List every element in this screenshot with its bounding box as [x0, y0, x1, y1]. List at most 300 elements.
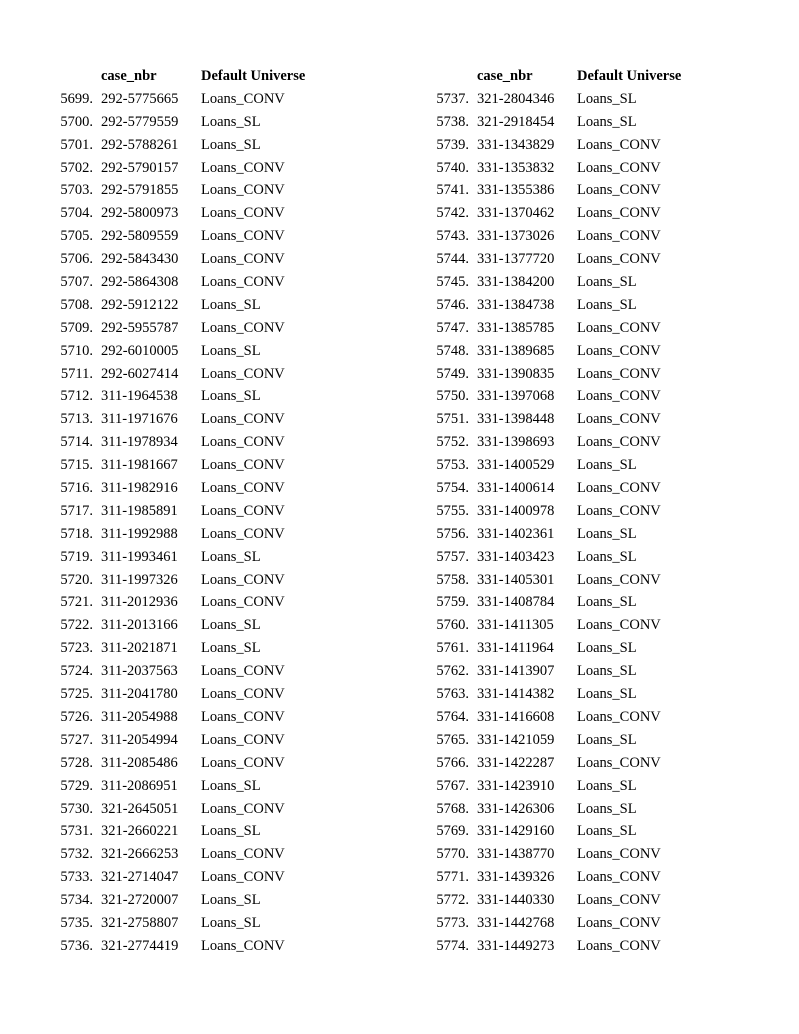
row-number: 5716.: [60, 480, 93, 497]
row-number: 5715.: [60, 457, 93, 474]
table-row: [376, 431, 776, 454]
table-row: [376, 820, 776, 843]
row-number: 5736.: [60, 937, 93, 954]
case-nbr-cell: 331-1400529: [477, 457, 555, 474]
table-row: [0, 408, 400, 431]
row-number: 5758.: [436, 571, 469, 588]
universe-cell: Loans_CONV: [201, 319, 285, 336]
universe-cell: Loans_CONV: [577, 914, 661, 931]
row-number: 5714.: [60, 434, 93, 451]
table-row: [0, 591, 400, 614]
universe-cell: Loans_CONV: [201, 502, 285, 519]
row-number: 5733.: [60, 869, 93, 886]
row-number: 5751.: [436, 411, 469, 428]
universe-cell: Loans_CONV: [577, 365, 661, 382]
table-row: [0, 454, 400, 477]
row-number: 5763.: [436, 686, 469, 703]
table-row: [376, 729, 776, 752]
row-number: 5771.: [436, 869, 469, 886]
row-number: 5764.: [436, 708, 469, 725]
case-nbr-cell: 331-1411305: [477, 617, 554, 634]
table-column-right: [376, 65, 776, 958]
table-row: [376, 88, 776, 111]
case-nbr-cell: 292-5791855: [101, 182, 179, 199]
row-number: 5721.: [60, 594, 93, 611]
universe-cell: Loans_CONV: [577, 251, 661, 268]
universe-cell: Loans_CONV: [201, 274, 285, 291]
universe-cell: Loans_SL: [201, 548, 261, 565]
universe-cell: Loans_CONV: [201, 434, 285, 451]
universe-cell: Loans_SL: [577, 274, 637, 291]
table-row: [0, 431, 400, 454]
table-row: [376, 523, 776, 546]
universe-cell: Loans_CONV: [201, 365, 285, 382]
case-nbr-cell: 331-1403423: [477, 548, 555, 565]
case-nbr-cell: 331-1353832: [477, 159, 555, 176]
case-nbr-cell: 311-1982916: [101, 480, 178, 497]
case-nbr-cell: 292-5864308: [101, 274, 179, 291]
case-nbr-cell: 292-5843430: [101, 251, 179, 268]
universe-cell: Loans_CONV: [201, 182, 285, 199]
case-nbr-cell: 321-2758807: [101, 914, 179, 931]
universe-cell: Loans_SL: [201, 823, 261, 840]
table-row: [0, 820, 400, 843]
case-nbr-cell: 331-1343829: [477, 136, 555, 153]
case-nbr-cell: 292-6010005: [101, 342, 179, 359]
universe-cell: Loans_CONV: [201, 525, 285, 542]
case-nbr-cell: 292-5955787: [101, 319, 179, 336]
universe-cell: Loans_CONV: [201, 251, 285, 268]
case-nbr-cell: 321-2645051: [101, 800, 179, 817]
table-row: [376, 889, 776, 912]
case-nbr-cell: 331-1438770: [477, 846, 555, 863]
universe-cell: Loans_SL: [201, 640, 261, 657]
case-nbr-cell: 331-1408784: [477, 594, 555, 611]
table-row: [376, 660, 776, 683]
row-number: 5713.: [60, 411, 93, 428]
case-nbr-cell: 331-1421059: [477, 731, 555, 748]
case-nbr-cell: 292-5788261: [101, 136, 179, 153]
table-row: [376, 248, 776, 271]
universe-cell: Loans_CONV: [201, 731, 285, 748]
universe-cell: Loans_CONV: [577, 205, 661, 222]
case-nbr-cell: 292-6027414: [101, 365, 179, 382]
case-nbr-cell: 331-1400614: [477, 480, 555, 497]
header-case-nbr: case_nbr: [101, 68, 157, 84]
table-row: [0, 729, 400, 752]
case-nbr-cell: 292-5912122: [101, 296, 179, 313]
table-row: [0, 111, 400, 134]
universe-cell: Loans_SL: [577, 686, 637, 703]
row-number: 5767.: [436, 777, 469, 794]
case-nbr-cell: 331-1398693: [477, 434, 555, 451]
row-number: 5738.: [436, 113, 469, 130]
row-number: 5750.: [436, 388, 469, 405]
universe-cell: Loans_SL: [201, 914, 261, 931]
row-number: 5734.: [60, 892, 93, 909]
universe-cell: Loans_SL: [577, 640, 637, 657]
table-row: [0, 500, 400, 523]
table-row: [376, 752, 776, 775]
table-row: [376, 569, 776, 592]
row-number: 5708.: [60, 296, 93, 313]
case-nbr-cell: 311-1997326: [101, 571, 178, 588]
table-row: [376, 317, 776, 340]
case-nbr-cell: 311-1978934: [101, 434, 178, 451]
row-number: 5762.: [436, 663, 469, 680]
row-number: 5761.: [436, 640, 469, 657]
universe-cell: Loans_SL: [577, 823, 637, 840]
row-number: 5774.: [436, 937, 469, 954]
case-nbr-cell: 292-5809559: [101, 228, 179, 245]
table-row: [0, 88, 400, 111]
table-row: [376, 111, 776, 134]
row-number: 5724.: [60, 663, 93, 680]
row-number: 5748.: [436, 342, 469, 359]
row-number: 5702.: [60, 159, 93, 176]
table-row: [0, 363, 400, 386]
row-number: 5731.: [60, 823, 93, 840]
universe-cell: Loans_SL: [201, 342, 261, 359]
table-row: [376, 546, 776, 569]
universe-cell: Loans_SL: [577, 90, 637, 107]
table-row: [0, 477, 400, 500]
row-number: 5705.: [60, 228, 93, 245]
row-number: 5745.: [436, 274, 469, 291]
table-header-row: [0, 65, 400, 88]
universe-cell: Loans_SL: [577, 296, 637, 313]
row-number: 5709.: [60, 319, 93, 336]
universe-cell: Loans_CONV: [577, 480, 661, 497]
row-number: 5723.: [60, 640, 93, 657]
case-nbr-cell: 321-2720007: [101, 892, 179, 909]
case-nbr-cell: 331-1426306: [477, 800, 555, 817]
table-rows-left: [0, 88, 400, 958]
case-nbr-cell: 331-1405301: [477, 571, 555, 588]
row-number: 5756.: [436, 525, 469, 542]
universe-cell: Loans_CONV: [577, 319, 661, 336]
table-row: [0, 317, 400, 340]
table-row: [376, 912, 776, 935]
row-number: 5759.: [436, 594, 469, 611]
row-number: 5766.: [436, 754, 469, 771]
table-row: [376, 202, 776, 225]
universe-cell: Loans_CONV: [577, 411, 661, 428]
table-row: [376, 157, 776, 180]
case-nbr-cell: 331-1402361: [477, 525, 555, 542]
case-nbr-cell: 292-5800973: [101, 205, 179, 222]
case-nbr-cell: 311-2041780: [101, 686, 178, 703]
row-number: 5743.: [436, 228, 469, 245]
table-row: [0, 340, 400, 363]
case-nbr-cell: 311-2054988: [101, 708, 178, 725]
row-number: 5741.: [436, 182, 469, 199]
universe-cell: Loans_CONV: [201, 480, 285, 497]
universe-cell: Loans_SL: [201, 777, 261, 794]
table-row: [376, 134, 776, 157]
row-number: 5749.: [436, 365, 469, 382]
row-number: 5746.: [436, 296, 469, 313]
row-number: 5760.: [436, 617, 469, 634]
universe-cell: Loans_CONV: [201, 90, 285, 107]
table-row: [0, 706, 400, 729]
table-row: [0, 546, 400, 569]
table-row: [0, 889, 400, 912]
case-nbr-cell: 331-1389685: [477, 342, 555, 359]
case-nbr-cell: 331-1397068: [477, 388, 555, 405]
row-number: 5740.: [436, 159, 469, 176]
case-nbr-cell: 331-1398448: [477, 411, 555, 428]
universe-cell: Loans_CONV: [201, 708, 285, 725]
universe-cell: Loans_CONV: [577, 228, 661, 245]
table-row: [0, 294, 400, 317]
row-number: 5755.: [436, 502, 469, 519]
row-number: 5735.: [60, 914, 93, 931]
universe-cell: Loans_SL: [577, 777, 637, 794]
case-nbr-cell: 331-1440330: [477, 892, 555, 909]
table-row: [376, 775, 776, 798]
universe-cell: Loans_CONV: [201, 411, 285, 428]
universe-cell: Loans_CONV: [201, 228, 285, 245]
case-nbr-cell: 331-1423910: [477, 777, 555, 794]
row-number: 5712.: [60, 388, 93, 405]
row-number: 5742.: [436, 205, 469, 222]
table-row: [376, 363, 776, 386]
universe-cell: Loans_CONV: [577, 159, 661, 176]
row-number: 5772.: [436, 892, 469, 909]
table-row: [376, 179, 776, 202]
universe-cell: Loans_SL: [201, 388, 261, 405]
universe-cell: Loans_SL: [577, 525, 637, 542]
case-nbr-cell: 311-1985891: [101, 502, 178, 519]
universe-cell: Loans_CONV: [201, 754, 285, 771]
row-number: 5754.: [436, 480, 469, 497]
row-number: 5769.: [436, 823, 469, 840]
case-nbr-cell: 311-2037563: [101, 663, 178, 680]
table-row: [376, 225, 776, 248]
case-nbr-cell: 331-1373026: [477, 228, 555, 245]
case-nbr-cell: 321-2666253: [101, 846, 179, 863]
table-row: [0, 179, 400, 202]
case-nbr-cell: 311-1992988: [101, 525, 178, 542]
case-nbr-cell: 311-2086951: [101, 777, 178, 794]
table-row: [0, 271, 400, 294]
case-nbr-cell: 331-1416608: [477, 708, 555, 725]
universe-cell: Loans_CONV: [577, 388, 661, 405]
table-row: [376, 408, 776, 431]
case-nbr-cell: 331-1384738: [477, 296, 555, 313]
case-nbr-cell: 331-1384200: [477, 274, 555, 291]
table-row: [376, 798, 776, 821]
row-number: 5747.: [436, 319, 469, 336]
header-case-nbr: case_nbr: [477, 68, 533, 84]
universe-cell: Loans_CONV: [201, 686, 285, 703]
case-nbr-cell: 331-1422287: [477, 754, 555, 771]
table-row: [376, 454, 776, 477]
case-nbr-cell: 331-1414382: [477, 686, 555, 703]
row-number: 5707.: [60, 274, 93, 291]
universe-cell: Loans_CONV: [577, 617, 661, 634]
row-number: 5737.: [436, 90, 469, 107]
row-number: 5710.: [60, 342, 93, 359]
row-number: 5744.: [436, 251, 469, 268]
case-nbr-cell: 331-1400978: [477, 502, 555, 519]
table-row: [0, 569, 400, 592]
row-number: 5757.: [436, 548, 469, 565]
case-nbr-cell: 292-5790157: [101, 159, 179, 176]
row-number: 5699.: [60, 90, 93, 107]
row-number: 5720.: [60, 571, 93, 588]
case-nbr-cell: 311-2021871: [101, 640, 178, 657]
universe-cell: Loans_SL: [577, 457, 637, 474]
case-nbr-cell: 321-2918454: [477, 113, 555, 130]
case-nbr-cell: 321-2804346: [477, 90, 555, 107]
table-row: [0, 912, 400, 935]
row-number: 5728.: [60, 754, 93, 771]
case-nbr-cell: 331-1449273: [477, 937, 555, 954]
universe-cell: Loans_CONV: [201, 800, 285, 817]
row-number: 5722.: [60, 617, 93, 634]
universe-cell: Loans_CONV: [577, 571, 661, 588]
universe-cell: Loans_SL: [201, 617, 261, 634]
table-row: [376, 340, 776, 363]
header-default-universe: Default Universe: [577, 68, 682, 84]
table-row: [0, 202, 400, 225]
row-number: 5718.: [60, 525, 93, 542]
row-number: 5732.: [60, 846, 93, 863]
row-number: 5700.: [60, 113, 93, 130]
table-row: [0, 798, 400, 821]
universe-cell: Loans_CONV: [201, 571, 285, 588]
universe-cell: Loans_SL: [577, 663, 637, 680]
row-number: 5730.: [60, 800, 93, 817]
table-row: [0, 637, 400, 660]
row-number: 5704.: [60, 205, 93, 222]
table-row: [376, 294, 776, 317]
table-row: [376, 935, 776, 958]
table-row: [0, 660, 400, 683]
table-row: [376, 385, 776, 408]
case-nbr-cell: 321-2714047: [101, 869, 179, 886]
case-nbr-cell: 311-1993461: [101, 548, 178, 565]
row-number: 5727.: [60, 731, 93, 748]
universe-cell: Loans_CONV: [577, 342, 661, 359]
row-number: 5765.: [436, 731, 469, 748]
case-nbr-cell: 311-1964538: [101, 388, 178, 405]
row-number: 5753.: [436, 457, 469, 474]
universe-cell: Loans_CONV: [577, 754, 661, 771]
case-nbr-cell: 331-1355386: [477, 182, 555, 199]
table-row: [0, 134, 400, 157]
table-row: [376, 591, 776, 614]
table-row: [0, 935, 400, 958]
table-row: [0, 843, 400, 866]
table-row: [0, 614, 400, 637]
table-column-left: [0, 65, 400, 958]
table-row: [0, 683, 400, 706]
case-nbr-cell: 331-1429160: [477, 823, 555, 840]
case-nbr-cell: 321-2660221: [101, 823, 179, 840]
row-number: 5717.: [60, 502, 93, 519]
case-nbr-cell: 311-2085486: [101, 754, 178, 771]
row-number: 5711.: [60, 365, 93, 382]
case-nbr-cell: 331-1411964: [477, 640, 554, 657]
table-row: [0, 752, 400, 775]
universe-cell: Loans_CONV: [201, 594, 285, 611]
row-number: 5729.: [60, 777, 93, 794]
table-row: [0, 866, 400, 889]
table-row: [376, 683, 776, 706]
case-nbr-cell: 331-1370462: [477, 205, 555, 222]
table-row: [376, 843, 776, 866]
case-nbr-cell: 331-1377720: [477, 251, 555, 268]
case-nbr-cell: 292-5775665: [101, 90, 179, 107]
table-row: [0, 225, 400, 248]
universe-cell: Loans_CONV: [201, 869, 285, 886]
row-number: 5752.: [436, 434, 469, 451]
case-nbr-cell: 311-1971676: [101, 411, 178, 428]
table-rows-right: [376, 88, 776, 958]
case-nbr-cell: 311-2012936: [101, 594, 178, 611]
table-row: [0, 523, 400, 546]
universe-cell: Loans_CONV: [201, 663, 285, 680]
universe-cell: Loans_SL: [577, 548, 637, 565]
table-row: [0, 248, 400, 271]
row-number: 5703.: [60, 182, 93, 199]
row-number: 5725.: [60, 686, 93, 703]
universe-cell: Loans_SL: [201, 113, 261, 130]
row-number: 5701.: [60, 136, 93, 153]
universe-cell: Loans_SL: [577, 594, 637, 611]
universe-cell: Loans_CONV: [201, 205, 285, 222]
universe-cell: Loans_SL: [201, 296, 261, 313]
universe-cell: Loans_CONV: [577, 434, 661, 451]
row-number: 5773.: [436, 914, 469, 931]
table-header-row: [376, 65, 776, 88]
table-row: [0, 385, 400, 408]
universe-cell: Loans_SL: [201, 136, 261, 153]
case-nbr-cell: 311-2013166: [101, 617, 178, 634]
universe-cell: Loans_CONV: [577, 502, 661, 519]
table-row: [376, 271, 776, 294]
case-nbr-cell: 331-1390835: [477, 365, 555, 382]
row-number: 5768.: [436, 800, 469, 817]
row-number: 5706.: [60, 251, 93, 268]
case-nbr-cell: 311-2054994: [101, 731, 178, 748]
case-nbr-cell: 331-1413907: [477, 663, 555, 680]
table-row: [376, 706, 776, 729]
row-number: 5719.: [60, 548, 93, 565]
universe-cell: Loans_CONV: [577, 846, 661, 863]
universe-cell: Loans_CONV: [577, 136, 661, 153]
table-row: [376, 477, 776, 500]
universe-cell: Loans_CONV: [577, 892, 661, 909]
case-nbr-cell: 292-5779559: [101, 113, 179, 130]
universe-cell: Loans_CONV: [201, 937, 285, 954]
universe-cell: Loans_CONV: [577, 708, 661, 725]
row-number: 5726.: [60, 708, 93, 725]
universe-cell: Loans_CONV: [201, 159, 285, 176]
case-nbr-cell: 331-1442768: [477, 914, 555, 931]
header-default-universe: Default Universe: [201, 68, 306, 84]
row-number: 5739.: [436, 136, 469, 153]
universe-cell: Loans_CONV: [201, 457, 285, 474]
case-nbr-cell: 331-1385785: [477, 319, 555, 336]
table-row: [376, 866, 776, 889]
universe-cell: Loans_SL: [201, 892, 261, 909]
table-row: [376, 614, 776, 637]
universe-cell: Loans_CONV: [577, 182, 661, 199]
